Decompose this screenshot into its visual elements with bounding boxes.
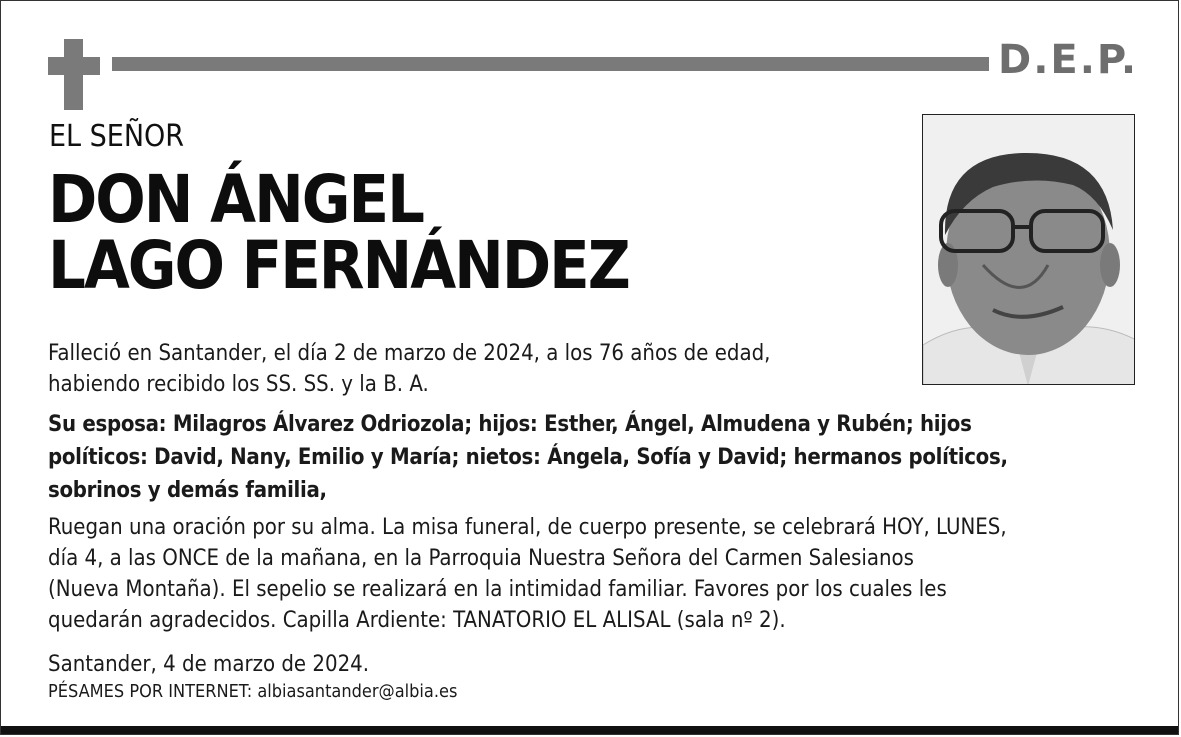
- request-line-1: Ruegan una oración por su alma. La misa funeral, de cuerpo presente, se celebrará HOY, LUNES,: [48, 515, 1007, 540]
- cross-icon: [48, 39, 100, 110]
- name-line-1: DON ÁNGEL: [48, 161, 423, 238]
- bottom-rule: [1, 726, 1178, 734]
- condolences-contact: PÉSAMES POR INTERNET: albiasantander@albia.es: [48, 681, 458, 702]
- name-line-2: LAGO FERNÁNDEZ: [48, 227, 629, 304]
- death-notice-line-1: Falleció en Santander, el día 2 de marzo de 2024, a los 76 años de edad,: [48, 341, 771, 366]
- request-line-4: quedarán agradecidos. Capilla Ardiente: TANATORIO EL ALISAL (sala nº 2).: [48, 608, 786, 633]
- header-rule: [112, 57, 989, 71]
- request-line-2: día 4, a las ONCE de la mañana, en la Parroquia Nuestra Señora del Carmen Salesianos: [48, 546, 914, 571]
- family-line-2: políticos: David, Nany, Emilio y María; nietos: Ángela, Sofía y David; hermanos políticos,: [48, 445, 1008, 470]
- family-line-1: Su esposa: Milagros Álvarez Odriozola; hijos: Esther, Ángel, Almudena y Rubén; hijos: [48, 412, 972, 437]
- death-notice-line-2: habiendo recibido los SS. SS. y la B. A.: [48, 372, 429, 397]
- deceased-name: [48, 161, 629, 304]
- portrait-photo: [922, 114, 1135, 385]
- place-date: Santander, 4 de marzo de 2024.: [48, 652, 370, 677]
- title-honorific: EL SEÑOR: [49, 119, 185, 154]
- family-line-3: sobrinos y demás familia,: [48, 478, 327, 503]
- request-line-3: (Nueva Montaña). El sepelio se realizará en la intimidad familiar. Favores por los cuales les: [48, 577, 947, 602]
- dep-label: D.E.P.: [998, 37, 1139, 83]
